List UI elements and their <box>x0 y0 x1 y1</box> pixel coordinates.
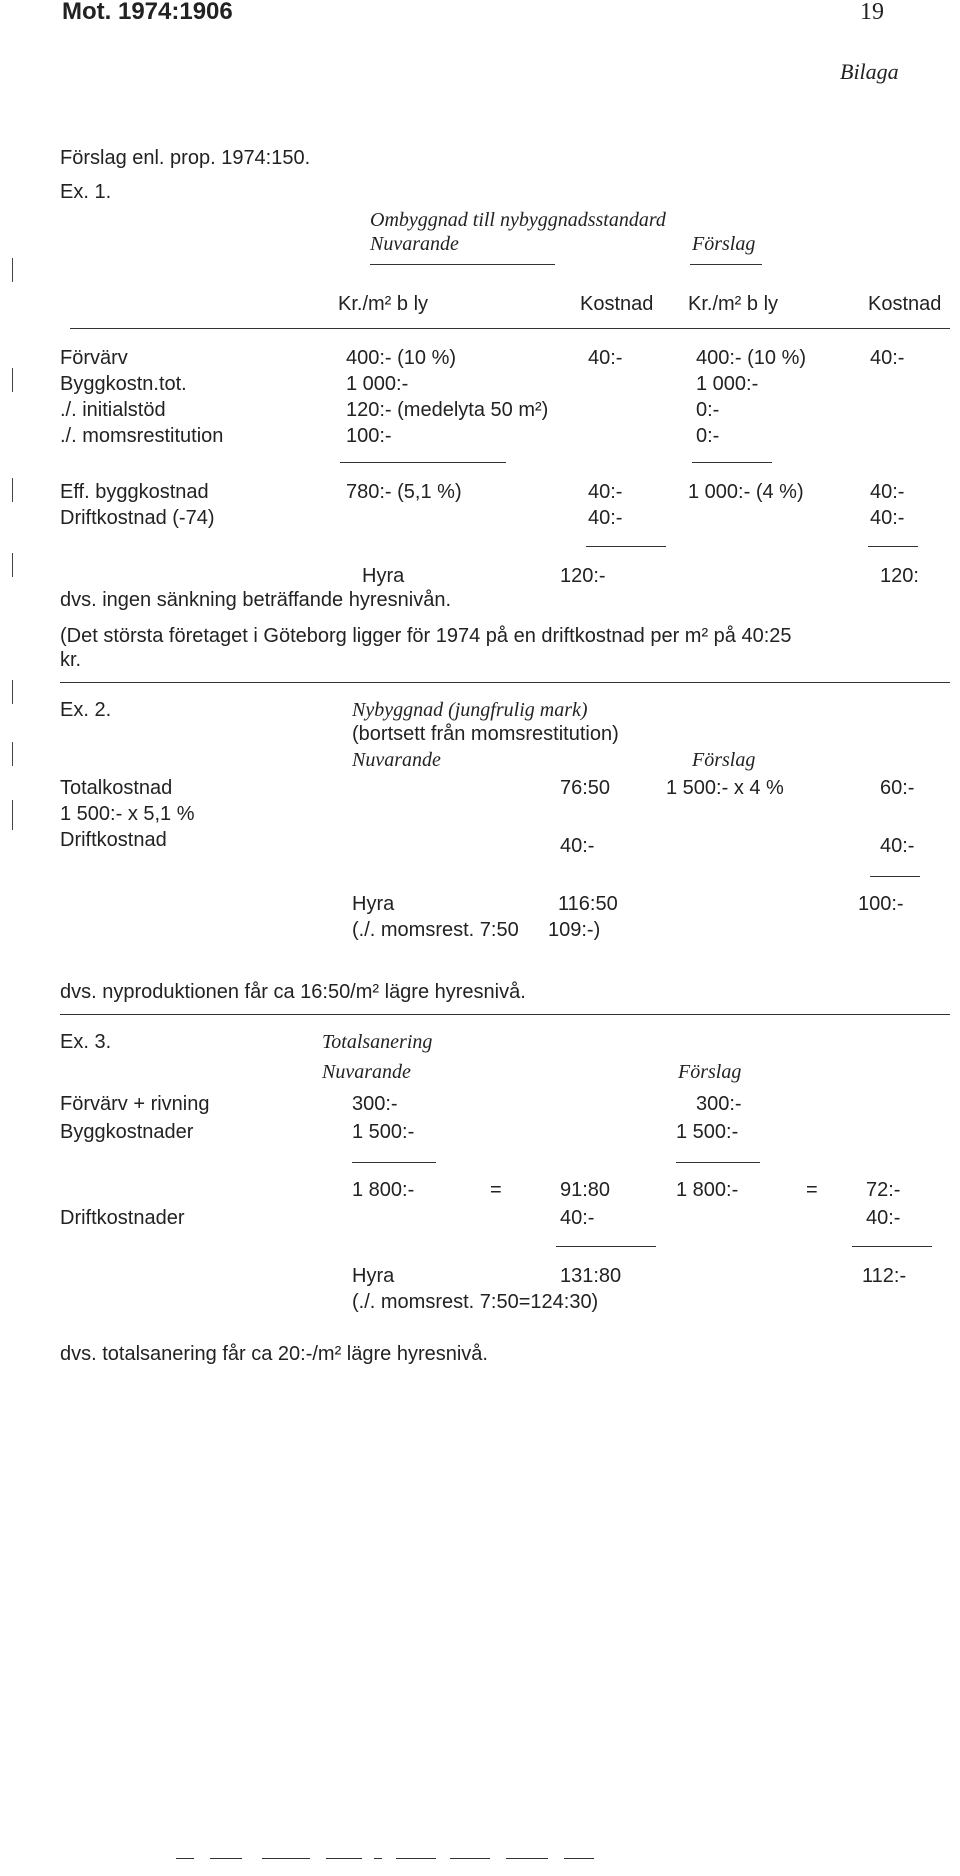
ex1-heading: Ombyggnad till nybyggnadsstandard <box>370 209 666 231</box>
table-cell: 40:- <box>560 1207 595 1229</box>
sum-rule <box>556 1246 656 1247</box>
sum-rule <box>352 1162 436 1163</box>
margin-mark <box>12 742 13 766</box>
footer-dash <box>506 1858 548 1859</box>
ex2-total-calc: 1 500:- x 5,1 % <box>60 803 195 825</box>
rule <box>690 264 762 265</box>
footer-dash <box>374 1858 382 1859</box>
ex1-nuvarande: Nuvarande <box>370 233 459 255</box>
ex3-moms: (./. momsrest. 7:50=124:30) <box>352 1291 599 1313</box>
table-cell: 116:50 <box>558 893 618 915</box>
table-cell: 120:- <box>560 565 606 587</box>
margin-mark <box>12 478 13 502</box>
ex3-bygg-label: Byggkostnader <box>60 1121 194 1143</box>
ex3-forslag: Förslag <box>678 1061 742 1083</box>
table-cell: 1 000:- (4 %) <box>688 481 804 503</box>
ex2-heading: Nybyggnad (jungfrulig mark) <box>352 699 588 721</box>
ex3-forvarv-label: Förvärv + rivning <box>60 1093 210 1115</box>
ex1-drift-label: Driftkostnad (-74) <box>60 507 215 529</box>
table-cell: 780:- (5,1 %) <box>346 481 462 503</box>
table-row-label: Förvärv <box>60 347 128 369</box>
ex2-drift-label: Driftkostnad <box>60 829 167 851</box>
ex3-label: Ex. 3. <box>60 1031 112 1053</box>
table-cell: 0:- <box>696 425 720 447</box>
sum-rule <box>868 546 918 547</box>
footer-dash <box>210 1858 242 1859</box>
margin-mark <box>12 680 13 704</box>
document-reference: Mot. 1974:1906 <box>62 0 233 25</box>
table-cell: 40:- <box>560 835 595 857</box>
table-rule <box>70 328 950 329</box>
footer-dash <box>396 1858 436 1859</box>
table-cell: 1 000:- <box>696 373 759 395</box>
table-cell: 40:- <box>866 1207 901 1229</box>
table-cell: 131:80 <box>560 1265 622 1287</box>
table-cell: 109:-) <box>548 919 601 941</box>
table-cell: 112:- <box>862 1265 907 1287</box>
rule <box>370 264 555 265</box>
margin-mark <box>12 258 13 282</box>
table-cell: 1 500:- x 4 % <box>666 777 784 799</box>
section-rule <box>60 682 950 683</box>
table-cell: 40:- <box>588 481 623 503</box>
footer-dash <box>262 1858 310 1859</box>
ex1-forslag: Förslag <box>692 233 756 255</box>
ex1-col-kostnad: Kostnad <box>580 293 654 315</box>
table-cell: 120: <box>880 565 919 587</box>
table-cell: 40:- <box>870 507 905 529</box>
ex2-nuvarande: Nuvarande <box>352 749 441 771</box>
table-cell: 400:- (10 %) <box>696 347 807 369</box>
table-row-label: Byggkostn.tot. <box>60 373 187 395</box>
sum-rule <box>340 462 506 463</box>
ex1-note: dvs. ingen sänkning beträffande hyresnivån. <box>60 589 452 611</box>
table-cell: 40:- <box>870 347 905 369</box>
ex2-sub: (bortsett från momsrestitution) <box>352 723 619 745</box>
ex2-moms-label: (./. momsrest. 7:50 <box>352 919 519 941</box>
margin-mark <box>12 368 13 392</box>
margin-mark <box>12 553 13 577</box>
footer-dash <box>176 1858 194 1859</box>
table-cell: 40:- <box>588 507 623 529</box>
sum-rule <box>676 1162 760 1163</box>
equals-sign: = <box>806 1179 818 1201</box>
ex1-col-kr2: Kr./m² b ly <box>688 293 779 315</box>
ex1-note: (Det största företaget i Göteborg ligger för 1974 på en driftkostnad per m² på 40:25 <box>60 625 792 647</box>
table-cell: 72:- <box>866 1179 901 1201</box>
table-cell: 40:- <box>870 481 905 503</box>
ex3-hyra-label: Hyra <box>352 1265 395 1287</box>
table-cell: 40:- <box>588 347 623 369</box>
table-cell: 1 500:- <box>676 1121 739 1143</box>
sum-rule <box>870 876 920 877</box>
table-cell: 100:- <box>346 425 392 447</box>
table-cell: 91:80 <box>560 1179 611 1201</box>
sum-rule <box>586 546 666 547</box>
ex3-heading: Totalsanering <box>322 1031 433 1053</box>
table-cell: 1 800:- <box>352 1179 415 1201</box>
ex1-note: kr. <box>60 649 82 671</box>
ex1-eff-label: Eff. byggkostnad <box>60 481 209 503</box>
equals-sign: = <box>490 1179 502 1201</box>
ex2-label: Ex. 2. <box>60 699 112 721</box>
ex2-forslag: Förslag <box>692 749 756 771</box>
footer-dash <box>326 1858 362 1859</box>
ex2-total-label: Totalkostnad <box>60 777 173 799</box>
margin-mark <box>12 800 13 830</box>
sum-rule <box>852 1246 932 1247</box>
table-cell: 76:50 <box>560 777 611 799</box>
table-cell: 1 800:- <box>676 1179 739 1201</box>
table-cell: 100:- <box>858 893 904 915</box>
table-cell: 0:- <box>696 399 720 421</box>
table-cell: 300:- <box>352 1093 398 1115</box>
table-cell: 1 000:- <box>346 373 409 395</box>
table-row-label: ./. momsrestitution <box>60 425 224 447</box>
page-number: 19 <box>860 0 884 25</box>
table-cell: 40:- <box>880 835 915 857</box>
ex1-col-kr: Kr./m² b ly <box>338 293 429 315</box>
ex3-note: dvs. totalsanering får ca 20:-/m² lägre hyresnivå. <box>60 1343 488 1365</box>
table-cell: 120:- (medelyta 50 m²) <box>346 399 549 421</box>
intro-text: Förslag enl. prop. 1974:150. <box>60 147 311 169</box>
ex3-drift-label: Driftkostnader <box>60 1207 185 1229</box>
table-row-label: ./. initialstöd <box>60 399 166 421</box>
footer-dash <box>564 1858 594 1859</box>
section-rule <box>60 1014 950 1015</box>
ex1-hyra-label: Hyra <box>362 565 405 587</box>
table-cell: 400:- (10 %) <box>346 347 457 369</box>
ex1-col-kostnad2: Kostnad <box>868 293 942 315</box>
table-cell: 60:- <box>880 777 915 799</box>
footer-dash <box>450 1858 490 1859</box>
ex3-nuvarande: Nuvarande <box>322 1061 411 1083</box>
ex1-label: Ex. 1. <box>60 181 112 203</box>
ex2-note: dvs. nyproduktionen får ca 16:50/m² lägre hyresnivå. <box>60 981 526 1003</box>
ex2-hyra-label: Hyra <box>352 893 395 915</box>
sum-rule <box>692 462 772 463</box>
table-cell: 1 500:- <box>352 1121 415 1143</box>
table-cell: 300:- <box>696 1093 742 1115</box>
appendix-label: Bilaga <box>840 59 899 84</box>
